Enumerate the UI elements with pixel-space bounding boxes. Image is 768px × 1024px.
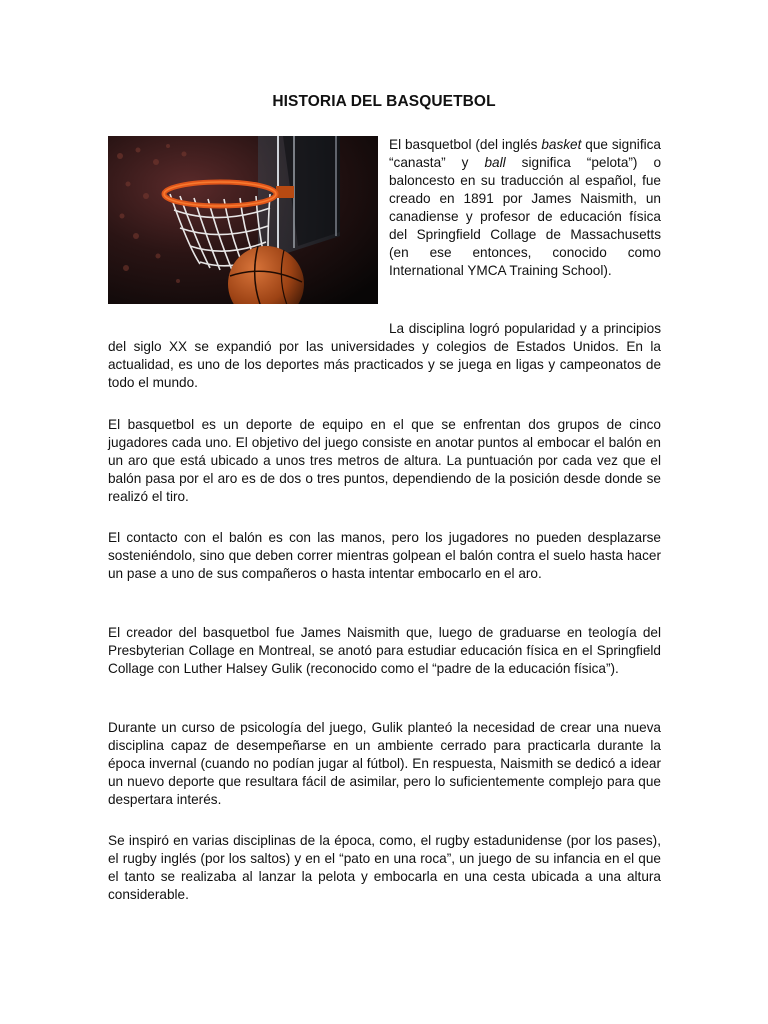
intro-text-3: significa “pelota”) o baloncesto en su traducción al español, fue creado en 1891 por James Naismith, un canadiense y profesor de educación física del Springfield Collage de Massachusetts (en ese entonces, conocido como International YMCA Training School).: [389, 155, 662, 278]
basketball-hoop-photo: [108, 136, 378, 304]
paragraph-popularity: La disciplina logró popularidad y a principios del siglo XX se expandió por las universidades y colegios de Estados Unidos. En la actualidad, es uno de los deportes más practicados y se juega en ligas y campeonatos de todo el mundo.: [108, 321, 661, 390]
intro-text-2: que significa “canasta” y: [389, 137, 661, 170]
term-ball: ball: [484, 155, 506, 170]
paragraph-inspiration: Se inspiró en varias disciplinas de la época, como, el rugby estadunidense (por los pases), el rugby inglés (por los saltos) y en el “pato en una roca”, un juego de su infancia en el que el tanto se realizaba al lanzar la pelota y embocarla en una cesta ubicada a una altura considerable.: [108, 833, 661, 902]
term-basket: basket: [541, 137, 582, 152]
paragraph-team-sport: El basquetbol es un deporte de equipo en el que se enfrentan dos grupos de cinco jugadores cada uno. El objetivo del juego consiste en anotar puntos al embocar el balón en un aro que está ubicado a unos tres metros de altura. La puntuación por cada vez que el balón pasa por el aro es de dos o tres puntos, dependiendo de la posición desde donde se realizó el tiro.: [108, 417, 661, 504]
intro-paragraph: [389, 136, 661, 280]
intro-text-1: El basquetbol (del inglés: [389, 137, 542, 152]
paragraph-gulik-course: Durante un curso de psicología del juego, Gulik planteó la necesidad de crear una nueva disciplina capaz de desempeñarse en un ambiente cerrado para practicarla durante la época invernal (cuando no podían jugar al fútbol). En respuesta, Naismith se dedicó a idear un nuevo deporte que resultara fácil de asimilar, pero lo suficientemente complejo para que despertara interés.: [108, 720, 661, 807]
document-title: HISTORIA DEL BASQUETBOL: [272, 93, 496, 110]
paragraph-ball-contact: El contacto con el balón es con las manos, pero los jugadores no pueden desplazarse sosteniéndolo, sino que deben correr mientras golpean el balón contra el suelo hasta hacer un pase a uno de sus compañeros o hasta intentar embocarlo en el aro.: [108, 530, 661, 581]
paragraph-creator: El creador del basquetbol fue James Naismith que, luego de graduarse en teología del Presbyterian Collage en Montreal, se anotó para estudiar educación física en el Springfield Collage con Luther Halsey Gulik (reconocido como el “padre de la educación física”).: [108, 625, 661, 676]
